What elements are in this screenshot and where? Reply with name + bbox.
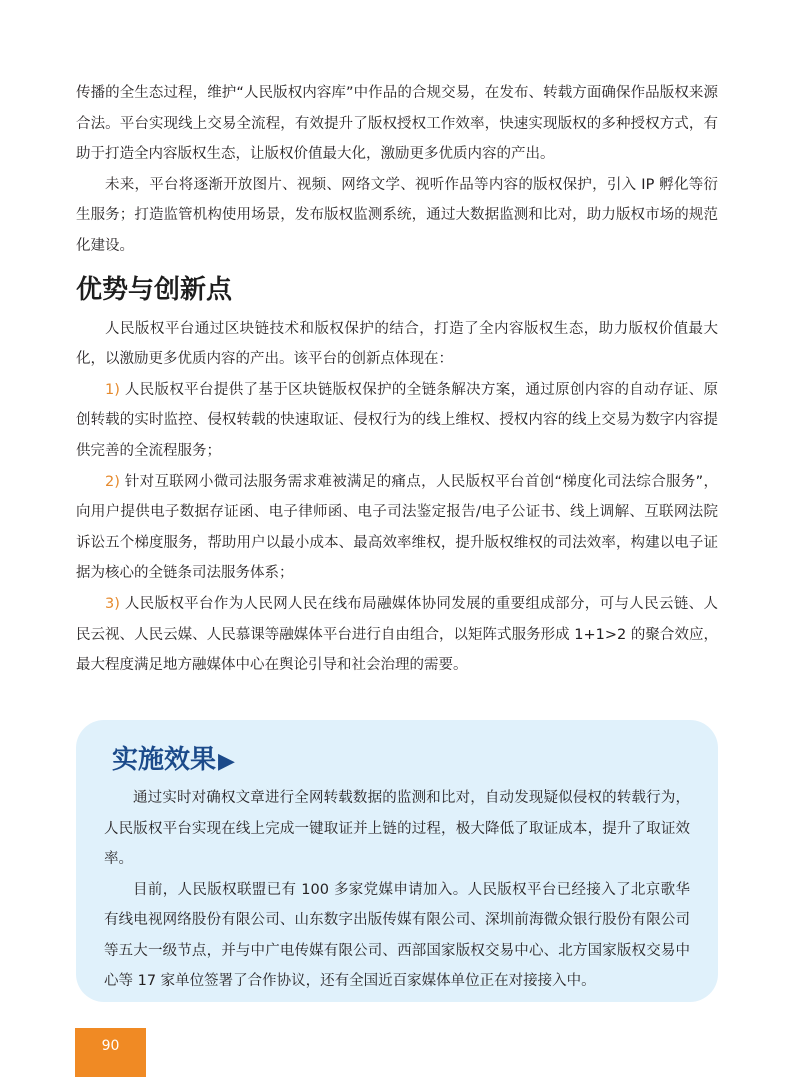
section-intro: 人民版权平台通过区块链技术和版权保护的结合，打造了全内容版权生态，助力版权价值最大化，以激励更多优质内容的产出。该平台的创新点体现在： bbox=[76, 320, 718, 368]
list-item-number: 3) bbox=[105, 595, 120, 612]
list-item bbox=[76, 467, 718, 589]
paragraph-continuation: 传播的全生态过程，维护“人民版权内容库”中作品的合规交易，在发布、转载方面确保作品版权来源合法。平台实现线上交易全流程，有效提升了版权授权工作效率，快速实现版权的多种授权方式，有助于打造全内容版权生态，让版权价值最大化，激励更多优质内容的产出。 bbox=[76, 85, 718, 163]
list-item bbox=[76, 589, 718, 681]
list-item-text: 人民版权平台作为人民网人民在线布局融媒体协同发展的重要组成部分，可与人民云链、人民云视、人民云媒、人民慕课等融媒体平台进行自由组合，以矩阵式服务形成 1+1>2 的聚合效应，最大程度满足地方融媒体中心在舆论引导和社会治理的需要。 bbox=[76, 595, 718, 674]
list-item bbox=[76, 375, 718, 467]
callout-body bbox=[104, 783, 690, 997]
callout-title bbox=[112, 742, 235, 779]
section-heading: 优势与创新点 bbox=[76, 274, 233, 305]
page-number: 90 bbox=[101, 1038, 120, 1054]
paragraph-future: 未来，平台将逐渐开放图片、视频、网络文学、视听作品等内容的版权保护，引入 IP 孵化等衍生服务；打造监管机构使用场景，发布版权监测系统，通过大数据监测和比对，助力版权市场的规范化建设。 bbox=[76, 176, 718, 254]
list-item-text: 人民版权平台提供了基于区块链版权保护的全链条解决方案，通过原创内容的自动存证、原创转载的实时监控、侵权转载的快速取证、侵权行为的线上维权、授权内容的线上交易为数字内容提供完善的全流程服务； bbox=[76, 381, 718, 459]
list-item-number: 1) bbox=[105, 381, 120, 398]
callout-paragraph: 目前，人民版权联盟已有 100 多家党媒申请加入。人民版权平台已经接入了北京歌华有线电视网络股份有限公司、山东数字出版传媒有限公司、深圳前海微众银行股份有限公司等五大一级节点，并与中广电传媒有限公司、西部国家版权交易中心、北方国家版权交易中心等 17 家单位签署了合作协议，还有全国近百家媒体单位正在对接接入中。 bbox=[104, 881, 690, 989]
play-triangle-icon: ▶ bbox=[218, 748, 235, 774]
results-callout-box bbox=[76, 720, 718, 1002]
callout-paragraph: 通过实时对确权文章进行全网转载数据的监测和比对，自动发现疑似侵权的转载行为，人民版权平台实现在线上完成一键取证并上链的过程，极大降低了取证成本，提升了取证效率。 bbox=[104, 790, 690, 867]
list-item-text: 针对互联网小微司法服务需求难被满足的痛点，人民版权平台首创“梯度化司法综合服务”，向用户提供电子数据存证函、电子律师函、电子司法鉴定报告/电子公证书、线上调解、互联网法院诉讼五个梯度服务，帮助用户以最小成本、最高效率维权，提升版权维权的司法效率，构建以电子证据为核心的全链条司法服务体系； bbox=[76, 473, 718, 582]
callout-title-text: 实施效果 bbox=[112, 745, 217, 775]
list-item-number: 2) bbox=[105, 473, 120, 490]
page-number-badge bbox=[75, 1028, 146, 1077]
main-content bbox=[76, 78, 718, 681]
